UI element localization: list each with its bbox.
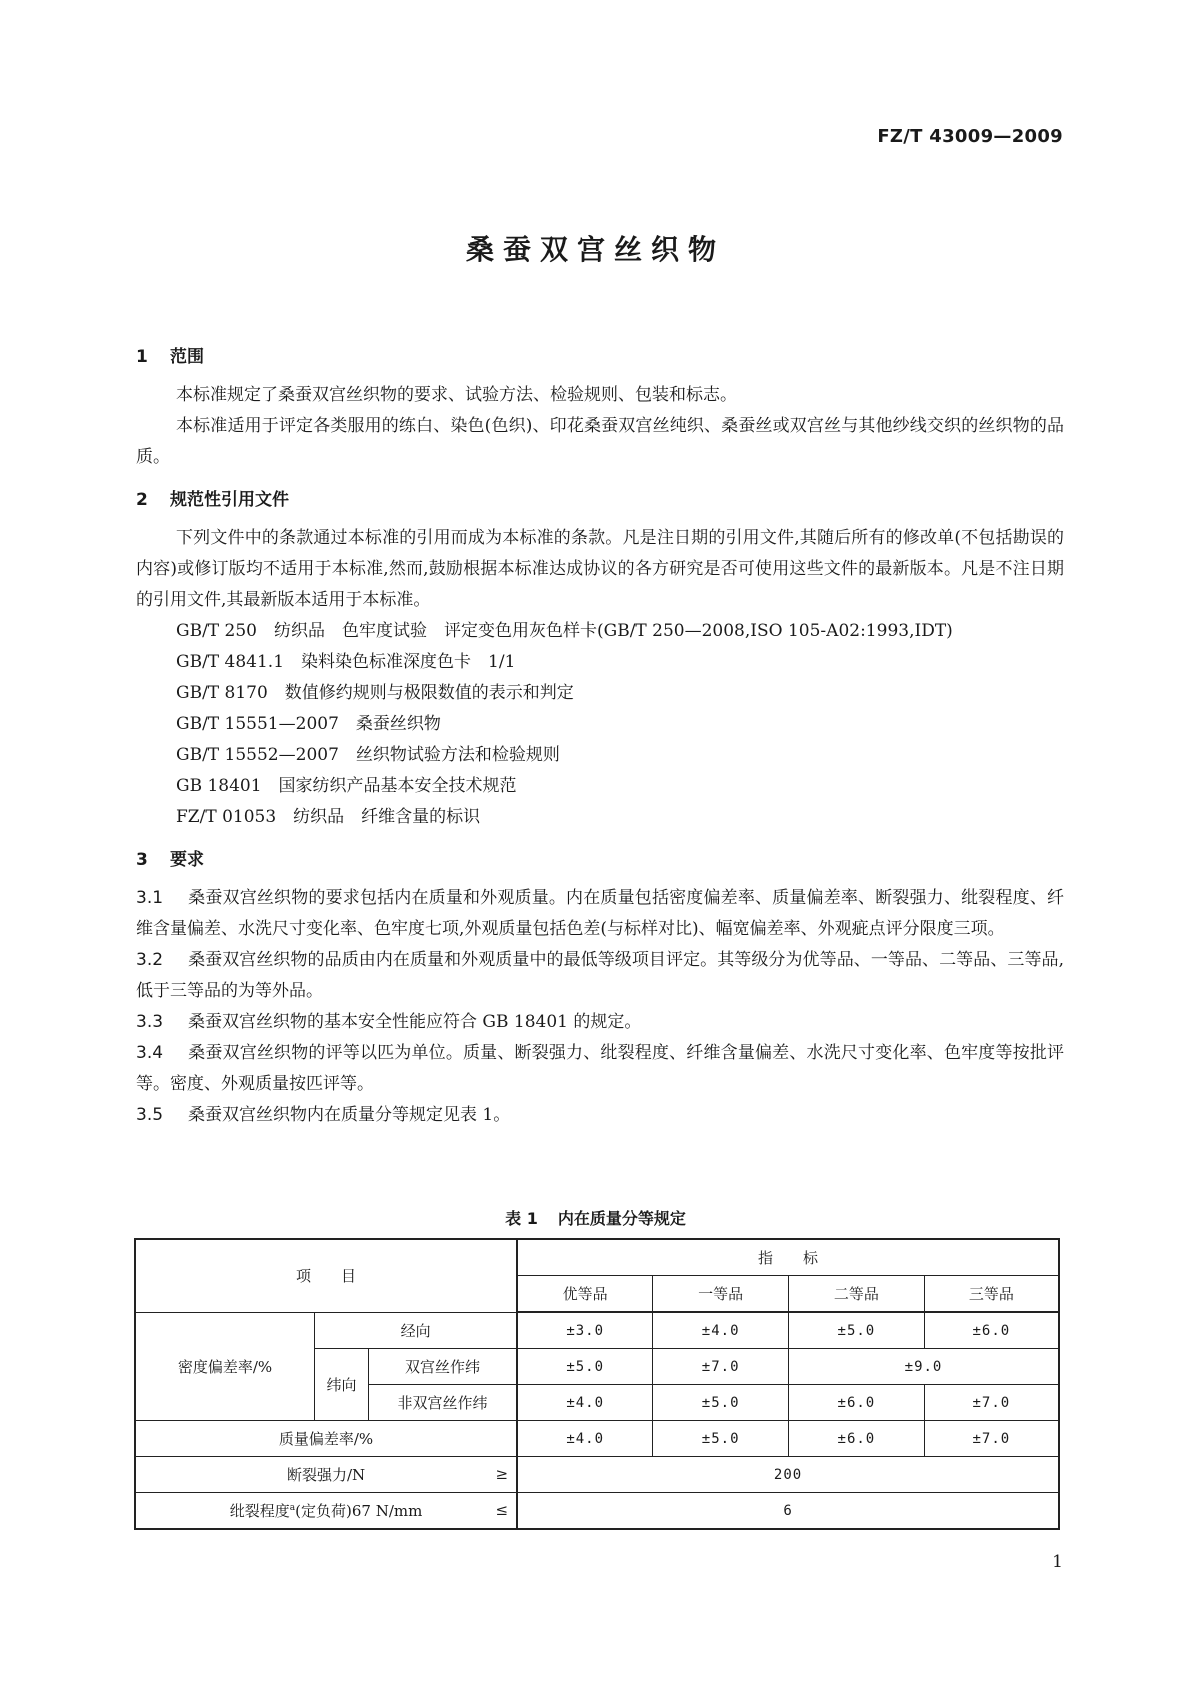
reference-item: GB/T 8170 数值修约规则与极限数值的表示和判定 [176, 683, 574, 703]
table-cell: ±6.0 [789, 1421, 925, 1457]
section-title: 要求 [170, 850, 204, 870]
mass-label: 质量偏差率/% [135, 1421, 517, 1457]
less-equal-sign: ≤ [495, 1501, 509, 1519]
quality-grading-table [134, 1238, 1060, 1530]
reference-item: GB/T 15552—2007 丝织物试验方法和检验规则 [176, 745, 560, 765]
clause-text: 桑蚕双宫丝织物内在质量分等规定见表 1。 [188, 1105, 511, 1125]
table-cell: ±7.0 [924, 1421, 1059, 1457]
reference-item: GB/T 250 纺织品 色牢度试验 评定变色用灰色样卡(GB/T 250—2008,ISO 105-A02:1993,IDT) [176, 621, 953, 641]
clause-number: 3.3 [136, 1012, 164, 1032]
reference-item: FZ/T 01053 纺织品 纤维含量的标识 [176, 807, 481, 827]
standard-code: FZ/T 43009—2009 [877, 126, 1063, 147]
table-row [135, 1493, 1059, 1530]
grade-header: 一等品 [653, 1276, 789, 1313]
table-cell: ±5.0 [653, 1385, 789, 1421]
scope-paragraph: 本标准适用于评定各类服用的练白、染色(色织)、印花桑蚕双宫丝纯织、桑蚕丝或双宫丝与其他纱线交织的丝织物的品质。 [136, 416, 1064, 467]
clause-number: 3.2 [136, 950, 164, 970]
table-cell: ±4.0 [517, 1421, 653, 1457]
grade-header: 优等品 [517, 1276, 653, 1313]
reference-item: GB 18401 国家纺织产品基本安全技术规范 [176, 776, 517, 796]
section-number: 1 [136, 347, 148, 367]
table-cell: ±7.0 [653, 1349, 789, 1385]
table-cell: ±5.0 [517, 1349, 653, 1385]
table-row [135, 1312, 1059, 1349]
section-number: 2 [136, 490, 148, 510]
weft-label: 纬向 [315, 1349, 369, 1421]
section-heading-normative-references [136, 483, 1064, 517]
clause-3-3 [136, 1007, 1064, 1038]
clause-3-5 [136, 1100, 1064, 1131]
greater-equal-sign: ≥ [495, 1465, 509, 1483]
section-title: 范围 [170, 347, 204, 367]
grade-header: 三等品 [924, 1276, 1059, 1313]
header-item: 项 目 [135, 1239, 517, 1312]
strength-label: 断裂强力/N [286, 1466, 366, 1484]
strength-label-cell [135, 1457, 517, 1493]
clause-number: 3.1 [136, 888, 164, 908]
warp-label: 经向 [315, 1312, 518, 1349]
reference-item: GB/T 4841.1 染料染色标准深度色卡 1/1 [176, 652, 516, 672]
clause-3-1 [136, 883, 1064, 945]
table-caption-title: 内在质量分等规定 [557, 1209, 686, 1228]
document-title: 桑蚕双宫丝织物 [465, 233, 725, 266]
clause-3-2 [136, 945, 1064, 1007]
weft-non-double-label: 非双宫丝作纬 [368, 1385, 517, 1421]
slippage-label: 纰裂程度 [229, 1502, 290, 1520]
table-row [135, 1457, 1059, 1493]
clause-number: 3.5 [136, 1105, 164, 1125]
clause-3-4 [136, 1038, 1064, 1100]
table-cell: ±9.0 [789, 1349, 1059, 1385]
section-title: 规范性引用文件 [170, 490, 289, 510]
table-caption [0, 1206, 1191, 1229]
slippage-label-suffix: (定负荷)67 N/mm [295, 1502, 423, 1520]
table-cell: ±4.0 [653, 1312, 789, 1349]
section-heading-scope [136, 340, 1064, 374]
table-caption-number: 表 1 [505, 1209, 538, 1228]
grade-header: 二等品 [789, 1276, 925, 1313]
table-row [135, 1421, 1059, 1457]
scope-paragraph: 本标准规定了桑蚕双宫丝织物的要求、试验方法、检验规则、包装和标志。 [176, 385, 737, 405]
slippage-label-cell [135, 1493, 517, 1530]
table-cell: 200 [517, 1457, 1059, 1493]
header-index: 指 标 [517, 1239, 1059, 1276]
clause-text: 桑蚕双宫丝织物的基本安全性能应符合 GB 18401 的规定。 [188, 1012, 642, 1032]
table-cell: ±3.0 [517, 1312, 653, 1349]
section-heading-requirements [136, 843, 1064, 877]
document-body [136, 330, 1064, 1131]
footnote-marker: a [289, 1503, 296, 1513]
section-number: 3 [136, 850, 148, 870]
table-cell: ±6.0 [789, 1385, 925, 1421]
table-cell: ±4.0 [517, 1385, 653, 1421]
page-number: 1 [1052, 1552, 1063, 1572]
clause-number: 3.4 [136, 1043, 164, 1063]
table-header-row [135, 1239, 1059, 1276]
table-cell: ±5.0 [653, 1421, 789, 1457]
table-cell: ±6.0 [924, 1312, 1059, 1349]
clause-text: 桑蚕双宫丝织物的要求包括内在质量和外观质量。内在质量包括密度偏差率、质量偏差率、断裂强力、纰裂程度、纤维含量偏差、水洗尺寸变化率、色牢度七项,外观质量包括色差(与标样对比)、幅宽偏差率、外观疵点评分限度三项。 [136, 888, 1064, 939]
table-cell: ±7.0 [924, 1385, 1059, 1421]
clause-text: 桑蚕双宫丝织物的评等以匹为单位。质量、断裂强力、纰裂程度、纤维含量偏差、水洗尺寸变化率、色牢度等按批评等。密度、外观质量按匹评等。 [136, 1043, 1064, 1094]
clause-text: 桑蚕双宫丝织物的品质由内在质量和外观质量中的最低等级项目评定。其等级分为优等品、一等品、二等品、三等品,低于三等品的为等外品。 [136, 950, 1064, 1001]
table-cell: 6 [517, 1493, 1059, 1530]
density-label: 密度偏差率/% [135, 1312, 315, 1421]
reference-item: GB/T 15551—2007 桑蚕丝织物 [176, 714, 441, 734]
table-cell: ±5.0 [789, 1312, 925, 1349]
references-intro: 下列文件中的条款通过本标准的引用而成为本标准的条款。凡是注日期的引用文件,其随后所有的修改单(不包括勘误的内容)或修订版均不适用于本标准,然而,鼓励根据本标准达成协议的各方研究是否可使用这些文件的最新版本。凡是不注日期的引用文件,其最新版本适用于本标准。 [136, 528, 1064, 610]
weft-double-label: 双宫丝作纬 [368, 1349, 517, 1385]
